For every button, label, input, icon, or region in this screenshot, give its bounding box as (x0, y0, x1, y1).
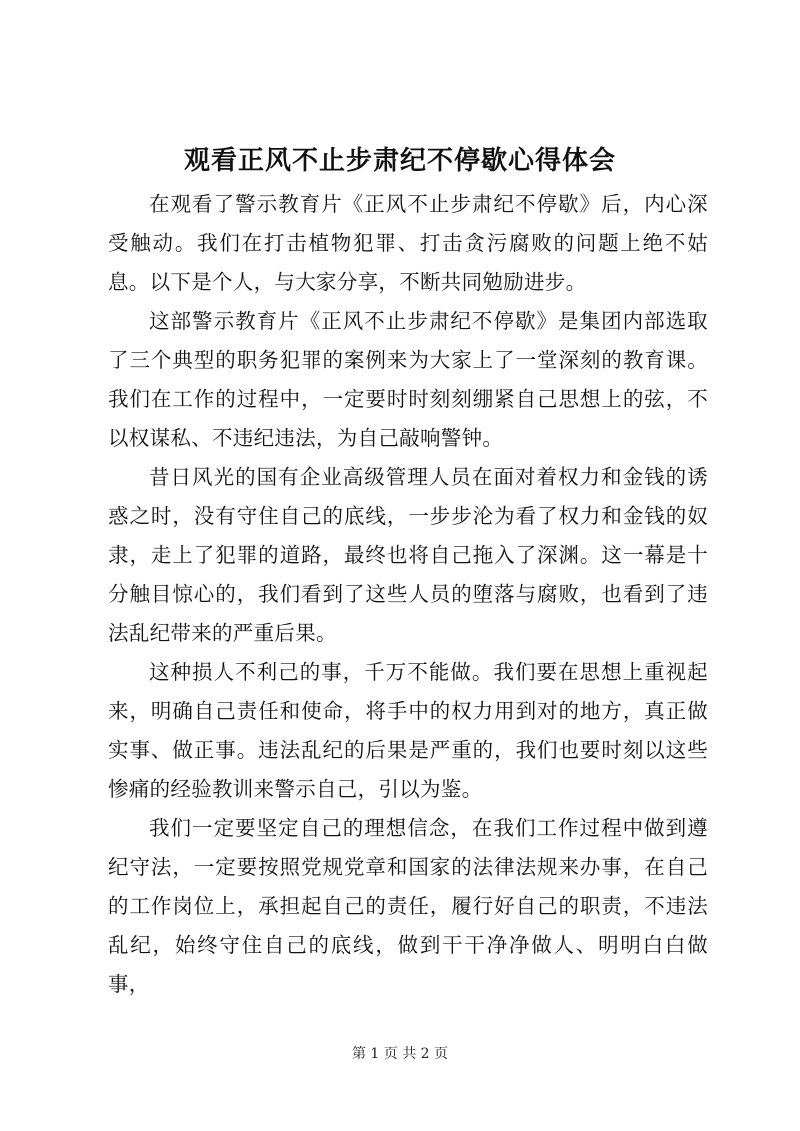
document-body (108, 185, 708, 1004)
paragraph-5: 我们一定要坚定自己的理想信念，在我们工作过程中做到遵纪守法，一定要按照党规党章和国家的法律法规来办事，在自己的工作岗位上，承担起自己的责任，履行好自己的职责，不违法乱纪，始终守住自己的底线，做到干干净净做人、明明白白做事， (108, 816, 708, 996)
document-title: 观看正风不止步肃纪不停歇心得体会 (183, 146, 616, 176)
paragraph-1: 在观看了警示教育片《正风不止步肃纪不停歇》后，内心深受触动。我们在打击植物犯罪、打击贪污腐败的问题上绝不姑息。以下是个人，与大家分享，不断共同勉励进步。 (108, 192, 708, 294)
paragraph-4: 这种损人不利己的事，千万不能做。我们要在思想上重视起来，明确自己责任和使命，将手中的权力用到对的地方，真正做实事、做正事。违法乱纪的后果是严重的，我们也要时刻以这些惨痛的经验教训来警示自己，引以为鉴。 (108, 660, 708, 801)
page-number-footer: 第 1 页 共 2 页 (351, 1046, 449, 1062)
paragraph-3: 昔日风光的国有企业高级管理人员在面对着权力和金钱的诱惑之时，没有守住自己的底线，一步步沦为看了权力和金钱的奴隶，走上了犯罪的道路，最终也将自己拖入了深渊。这一幕是十分触目惊心的，我们看到了这些人员的堕落与腐败，也看到了违法乱纪带来的严重后果。 (108, 465, 708, 645)
paragraph-2: 这部警示教育片《正风不止步肃纪不停歇》是集团内部选取了三个典型的职务犯罪的案例来为大家上了一堂深刻的教育课。我们在工作的过程中，一定要时时刻刻绷紧自己思想上的弦，不以权谋私、不违纪违法，为自己敲响警钟。 (108, 309, 708, 450)
